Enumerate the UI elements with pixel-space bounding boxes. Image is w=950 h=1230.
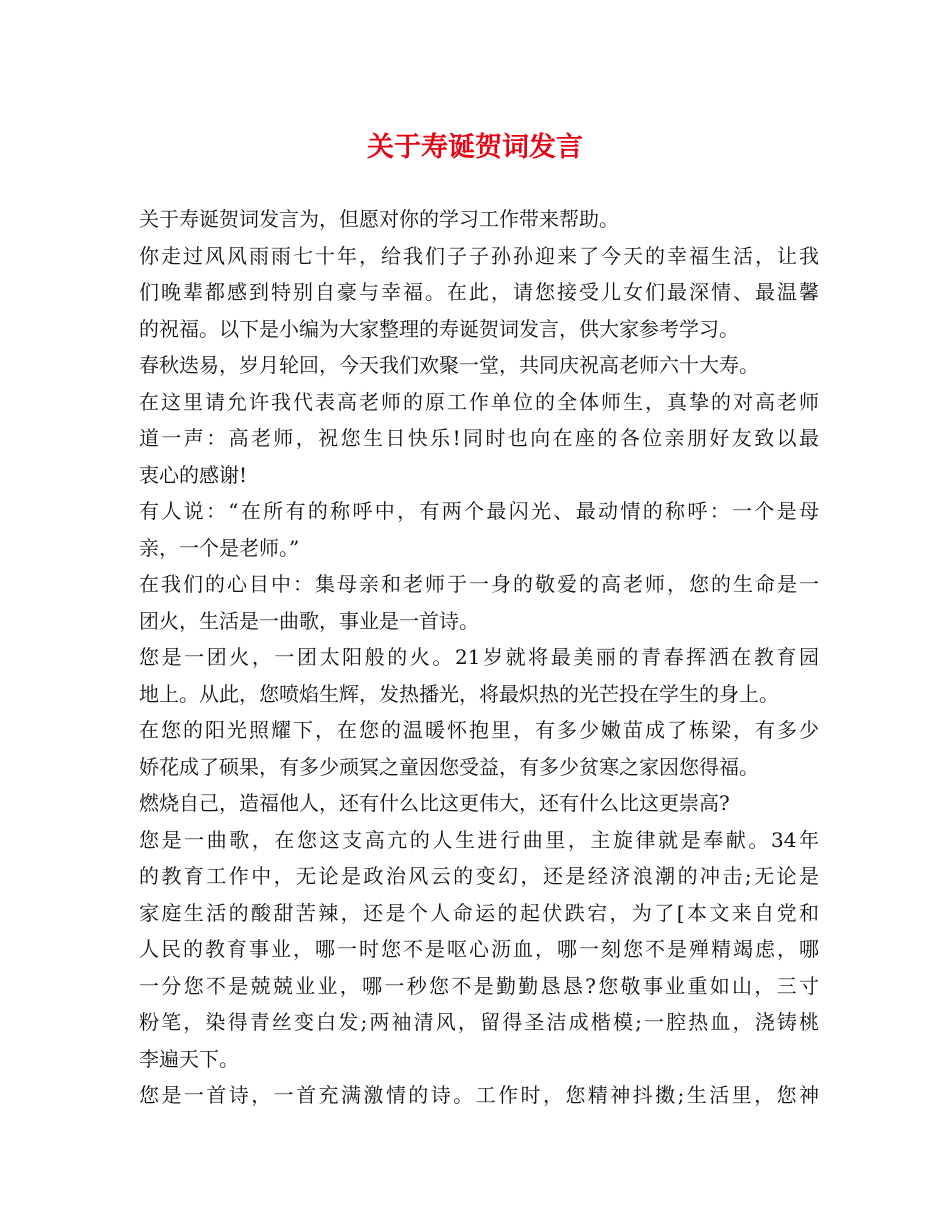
paragraph-line: 在我们的心目中：集母亲和老师于一身的敬爱的高老师，您的生命是一 bbox=[139, 572, 819, 596]
paragraph-line: 家庭生活的酸甜苦辣，还是个人命运的起伏跌宕，为了[本文来自党和 bbox=[139, 900, 819, 925]
paragraph-line: 关于寿诞贺词发言为，但愿对你的学习工作带来帮助。 bbox=[139, 207, 619, 231]
paragraph-line: 在这里请允许我代表高老师的原工作单位的全体师生，真挚的对高老师 bbox=[139, 389, 819, 414]
paragraph-line: 您是一首诗，一首充满激情的诗。工作时，您精神抖擞;生活里，您神 bbox=[139, 1083, 819, 1107]
paragraph-line: 李遍天下。 bbox=[139, 1046, 239, 1071]
paragraph-line: 您是一团火，一团太阳般的火。21岁就将最美丽的青春挥洒在教育园 bbox=[139, 645, 819, 669]
paragraph-line: 您是一曲歌，在您这支高亢的人生进行曲里，主旋律就是奉献。34年 bbox=[139, 827, 819, 852]
paragraph-line: 一分您不是兢兢业业，哪一秒您不是勤勤恳恳?您敬事业重如山，三寸 bbox=[139, 973, 819, 998]
paragraph-line: 道一声：高老师，祝您生日快乐!同时也向在座的各位亲朋好友致以最 bbox=[139, 426, 819, 450]
paragraph-line: 地上。从此，您喷焰生辉，发热播光，将最炽热的光芒投在学生的身上。 bbox=[139, 681, 779, 706]
paragraph-line: 你走过风风雨雨七十年，给我们子子孙孙迎来了今天的幸福生活，让我 bbox=[139, 243, 819, 268]
paragraph-line: 春秋迭易，岁月轮回，今天我们欢聚一堂，共同庆祝高老师六十大寿。 bbox=[139, 353, 759, 377]
paragraph-line: 衷心的感谢! bbox=[139, 462, 248, 487]
paragraph-line: 亲，一个是老师。” bbox=[139, 535, 300, 560]
document-title: 关于寿诞贺词发言 bbox=[367, 132, 583, 163]
paragraph-line: 人民的教育事业，哪一时您不是呕心沥血，哪一刻您不是殚精竭虑，哪 bbox=[139, 937, 819, 961]
paragraph-line: 们晚辈都感到特别自豪与幸福。在此，请您接受儿女们最深情、最温馨 bbox=[139, 280, 819, 304]
paragraph-line: 的教育工作中，无论是政治风云的变幻，还是经济浪潮的冲击;无论是 bbox=[139, 864, 819, 888]
paragraph-line: 粉笔，染得青丝变白发;两袖清风，留得圣洁成楷模;一腔热血，浇铸桃 bbox=[139, 1010, 819, 1034]
paragraph-line: 有人说：“在所有的称呼中，有两个最闪光、最动情的称呼：一个是母 bbox=[139, 499, 819, 523]
paragraph-line: 在您的阳光照耀下，在您的温暖怀抱里，有多少嫩苗成了栋梁，有多少 bbox=[139, 718, 819, 742]
paragraph-line: 燃烧自己，造福他人，还有什么比这更伟大，还有什么比这更崇高? bbox=[139, 791, 730, 815]
document-body bbox=[139, 201, 819, 1114]
paragraph-line: 娇花成了硕果，有多少顽冥之童因您受益，有多少贫寒之家因您得福。 bbox=[139, 754, 759, 779]
paragraph-line: 团火，生活是一曲歌，事业是一首诗。 bbox=[139, 608, 479, 633]
paragraph-line: 的祝福。以下是小编为大家整理的寿诞贺词发言，供大家参考学习。 bbox=[139, 316, 739, 341]
